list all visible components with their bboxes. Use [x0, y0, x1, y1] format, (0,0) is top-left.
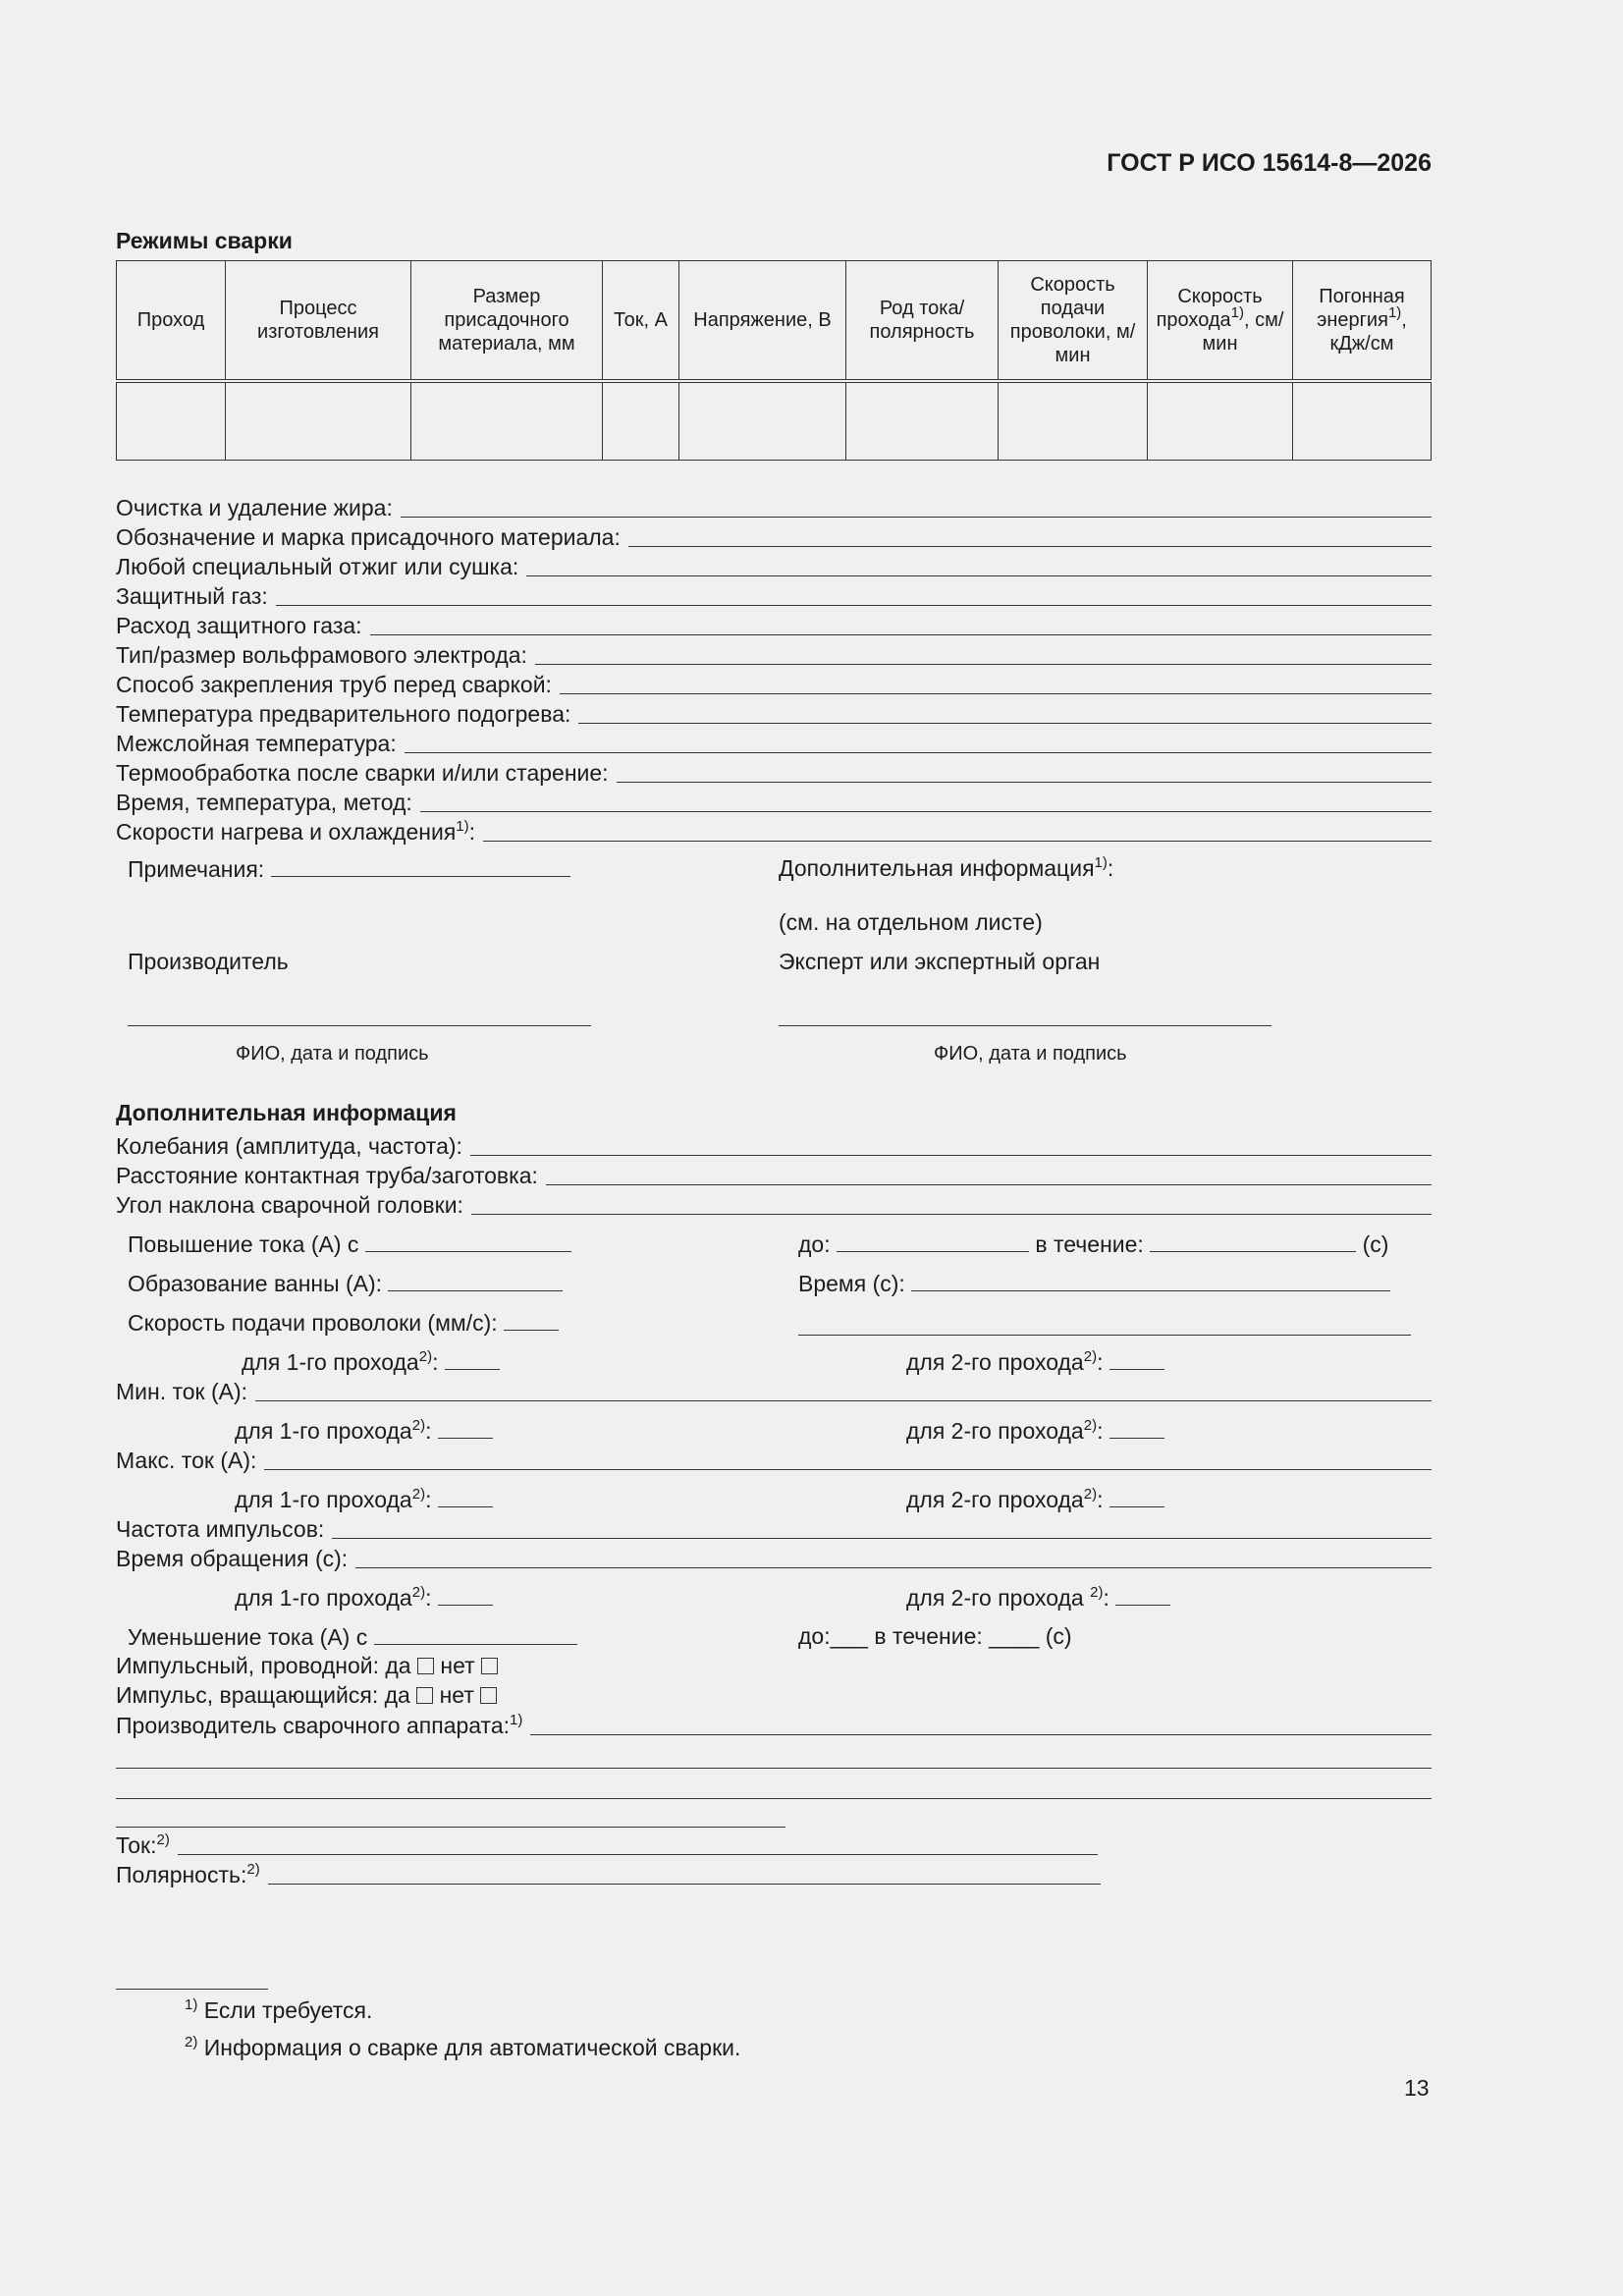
table-cell[interactable]: [226, 381, 411, 461]
welding-modes-table: [116, 260, 1432, 461]
machine-maker-line-4[interactable]: [116, 1827, 785, 1828]
max-current-pass1: для 1-го прохода$^{2)}$:: [235, 1485, 493, 1513]
expert-signature-line[interactable]: [779, 1025, 1271, 1026]
table-cell[interactable]: [603, 381, 679, 461]
pool-formation-blank[interactable]: [388, 1269, 563, 1291]
field-current[interactable]: Ток:$^{2)}$: [116, 1829, 1098, 1858]
field-rotation-time[interactable]: Время обращения (с):: [116, 1542, 1432, 1571]
field-cleaning[interactable]: Очистка и удаление жира:: [116, 491, 1432, 520]
field-shielding-gas[interactable]: Защитный газ:: [116, 579, 1432, 609]
table-cell[interactable]: [411, 381, 603, 461]
max-current-pass2: для 2-го прохода$^{2)}$:: [906, 1485, 1164, 1513]
table-cell[interactable]: [999, 381, 1148, 461]
remarks-label: Примечания:: [128, 854, 570, 883]
field-head-angle[interactable]: Угол наклона сварочной головки:: [116, 1188, 1432, 1218]
col-header: Скорость прохода$^{1)}$, см/мин: [1148, 261, 1293, 382]
current-decrease-label: Уменьшение тока (А) с: [128, 1622, 577, 1651]
field-heating-cooling-rates[interactable]: Скорости нагрева и охлаждения$^{1)}$:: [116, 815, 1432, 845]
field-time-temp-method[interactable]: Время, температура, метод:: [116, 786, 1432, 815]
field-interpass-temp[interactable]: Межслойная температура:: [116, 727, 1432, 756]
field-special-annealing[interactable]: Любой специальный отжиг или сушка:: [116, 550, 1432, 579]
col-header: Погонная энергия$^{1)}$, кДж/см: [1293, 261, 1432, 382]
field-max-current[interactable]: Макс. ток (А):: [116, 1444, 1432, 1473]
pulse-rotating-label: Импульс, вращающийся: да нет: [116, 1681, 497, 1709]
field-polarity[interactable]: Полярность:$^{2)}$: [116, 1858, 1101, 1887]
current-rise-during-blank[interactable]: [1150, 1230, 1356, 1252]
wire-speed-pass1: для 1-го прохода$^{2)}$:: [242, 1347, 500, 1376]
pulse-wired-no-checkbox[interactable]: [481, 1658, 498, 1674]
field-gas-flow[interactable]: Расход защитного газа:: [116, 609, 1432, 638]
wire-speed-blank[interactable]: [504, 1308, 559, 1331]
see-separate-sheet: (см. на отдельном листе): [779, 909, 1043, 935]
field-tungsten-electrode[interactable]: Тип/размер вольфрамового электрода:: [116, 638, 1432, 668]
additional-info-label: Дополнительная информация$^{1)}$:: [779, 854, 1114, 881]
field-post-weld-treatment[interactable]: Термообработка после сварки и/или старение:: [116, 756, 1432, 786]
current-rise-to-blank[interactable]: [837, 1230, 1029, 1252]
pulse-wired-label: Импульсный, проводной: да нет: [116, 1652, 498, 1679]
rotation-pass1: для 1-го прохода$^{2)}$:: [235, 1583, 493, 1612]
col-header: Проход: [117, 261, 226, 382]
signature-caption-right: ФИО, дата и подпись: [934, 1043, 1127, 1065]
field-pipe-fixing[interactable]: Способ закрепления труб перед сваркой:: [116, 668, 1432, 697]
min-current-pass2: для 2-го прохода$^{2)}$:: [906, 1416, 1164, 1445]
field-contact-distance[interactable]: Расстояние контактная труба/заготовка:: [116, 1159, 1432, 1188]
pulse-rotating-no-checkbox[interactable]: [480, 1687, 497, 1704]
wire-speed-line[interactable]: [798, 1335, 1411, 1336]
machine-maker-line-2[interactable]: [116, 1768, 1432, 1769]
col-header: Род тока/ полярность: [846, 261, 999, 382]
page-number: 13: [1404, 2075, 1430, 2101]
col-header: Процесс изготовления: [226, 261, 411, 382]
footnote-1: $^{1)}$ Если требуется.: [185, 1996, 373, 2023]
table-cell[interactable]: [1148, 381, 1293, 461]
footnote-2: $^{2)}$ Информация о сварке для автоматической сварки.: [185, 2034, 741, 2060]
remarks-blank[interactable]: [271, 854, 570, 877]
table-cell[interactable]: [846, 381, 999, 461]
current-rise-label: Повышение тока (А) с: [128, 1230, 571, 1258]
rotation-pass2: для 2-го прохода $^{2)}$:: [906, 1583, 1170, 1612]
current-decrease-blank[interactable]: [374, 1622, 577, 1645]
expert-label: Эксперт или экспертный орган: [779, 949, 1101, 974]
field-machine-maker[interactable]: Производитель сварочного аппарата:$^{1)}$: [116, 1709, 1432, 1738]
machine-maker-line-3[interactable]: [116, 1798, 1432, 1799]
pulse-rotating-yes-checkbox[interactable]: [416, 1687, 433, 1704]
field-min-current[interactable]: Мин. ток (А):: [116, 1375, 1432, 1404]
col-header: Напряжение, В: [679, 261, 846, 382]
table-cell[interactable]: [117, 381, 226, 461]
min-current-pass1: для 1-го прохода$^{2)}$:: [235, 1416, 493, 1445]
signature-caption-left: ФИО, дата и подпись: [236, 1043, 429, 1065]
field-filler-designation[interactable]: Обозначение и марка присадочного материала:: [116, 520, 1432, 550]
footnote-separator: [116, 1989, 268, 1990]
wire-speed-label: Скорость подачи проволоки (мм/с):: [128, 1308, 559, 1337]
table-cell[interactable]: [1293, 381, 1432, 461]
table-row: [117, 381, 1432, 461]
document-code: ГОСТ Р ИСО 15614-8—2026: [1107, 149, 1432, 177]
current-rise-blank[interactable]: [365, 1230, 571, 1252]
manufacturer-label: Производитель: [128, 949, 289, 974]
field-preheat-temp[interactable]: Температура предварительного подогрева:: [116, 697, 1432, 727]
wire-speed-pass2: для 2-го прохода$^{2)}$:: [906, 1347, 1164, 1376]
field-oscillation[interactable]: Колебания (амплитуда, частота):: [116, 1129, 1432, 1159]
col-header: Ток, А: [603, 261, 679, 382]
time-label: Время (с):: [798, 1269, 1390, 1297]
field-pulse-frequency[interactable]: Частота импульсов:: [116, 1512, 1432, 1542]
pulse-wired-yes-checkbox[interactable]: [417, 1658, 434, 1674]
pool-formation-label: Образование ванны (А):: [128, 1269, 563, 1297]
table-header-row: [117, 261, 1432, 382]
current-rise-to: до: в течение: (с): [798, 1231, 1389, 1257]
col-header: Размер присадочного материала, мм: [411, 261, 603, 382]
manufacturer-signature-line[interactable]: [128, 1025, 591, 1026]
table-cell[interactable]: [679, 381, 846, 461]
current-decrease-to-during: до:___ в течение: ____ (с): [798, 1623, 1072, 1649]
additional-info-title: Дополнительная информация: [116, 1100, 457, 1125]
time-blank[interactable]: [911, 1269, 1390, 1291]
welding-modes-title: Режимы сварки: [116, 228, 293, 253]
col-header: Скорость подачи проволоки, м/мин: [999, 261, 1148, 382]
